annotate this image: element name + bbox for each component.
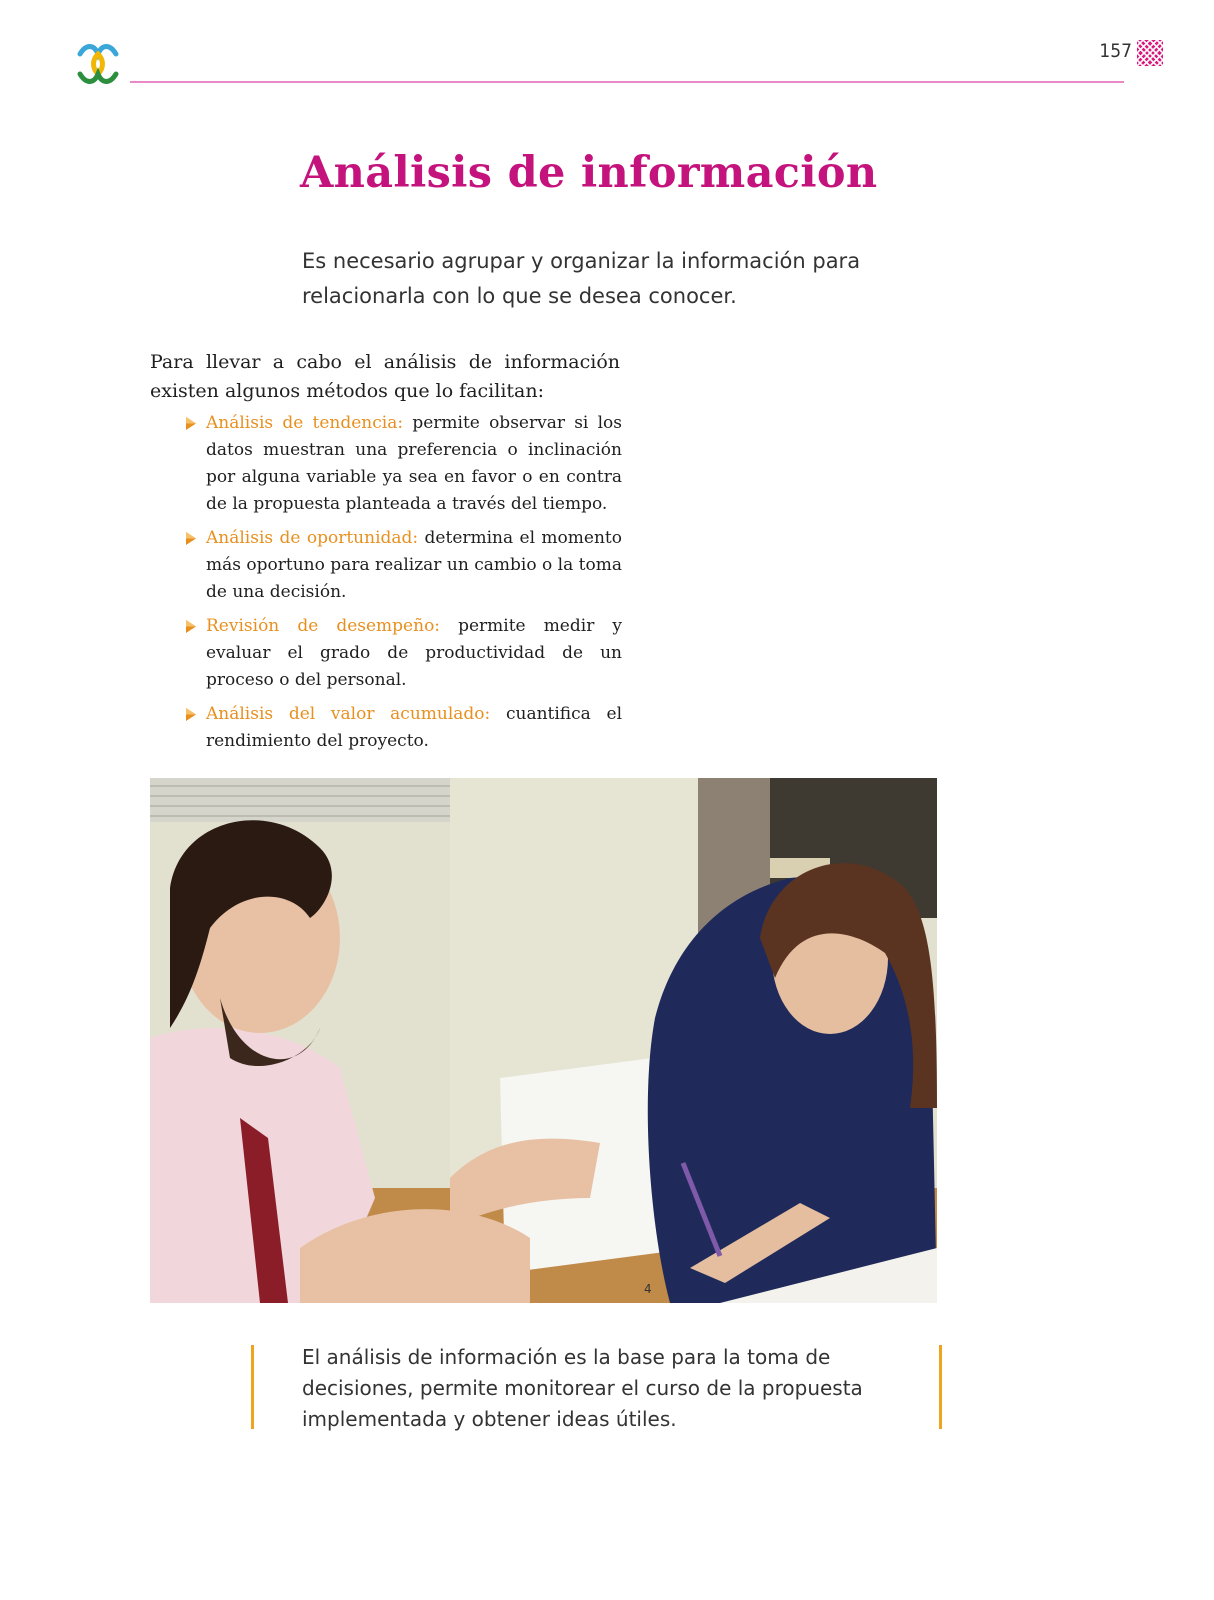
- triangle-bullet-icon: [186, 620, 196, 633]
- method-term: Análisis de oportunidad:: [206, 528, 419, 548]
- list-item: [186, 701, 622, 755]
- triangle-bullet-icon: [186, 532, 196, 545]
- method-term: Análisis de tendencia:: [206, 413, 404, 433]
- lead-paragraph: Para llevar a cabo el análisis de información existen algunos métodos que lo facilitan:: [150, 351, 620, 402]
- header-rule: [130, 81, 1124, 83]
- method-description: permite medir y evaluar el grado de productividad de un proceso o del personal.: [206, 616, 622, 690]
- methods-list: [186, 410, 622, 762]
- method-description: permite observar si los datos muestran una preferencia o inclinación por alguna variable ya sea en favor o en contra de la propuesta planteada a través del tiempo.: [206, 413, 622, 514]
- quote-bar-left: [251, 1345, 254, 1429]
- method-term: Revisión de desempeño:: [206, 616, 441, 636]
- triangle-bullet-icon: [186, 417, 196, 430]
- closing-paragraph: El análisis de información es la base para la toma de decisiones, permite monitorear el curso de la propuesta implementada y obtener ideas útiles.: [302, 1345, 863, 1431]
- triangle-bullet-icon: [186, 708, 196, 721]
- page-title: Análisis de información: [300, 148, 878, 198]
- method-description: determina el momento más oportuno para realizar un cambio o la toma de una decisión.: [206, 528, 622, 602]
- intro-paragraph: Es necesario agrupar y organizar la información para relacionarla con lo que se desea conocer.: [302, 249, 861, 308]
- method-term: Análisis del valor acumulado:: [206, 704, 491, 724]
- book-logo-icon: [76, 42, 120, 86]
- list-item: [186, 410, 622, 518]
- photo-meeting: [150, 778, 937, 1303]
- quote-bar-right: [939, 1345, 942, 1429]
- list-item: [186, 613, 622, 694]
- method-description: cuantifica el rendimiento del proyecto.: [206, 704, 623, 751]
- page-number: 157: [1099, 40, 1132, 62]
- photo-number-label: 4: [644, 1282, 652, 1296]
- corner-ornament-icon: [1137, 40, 1163, 66]
- list-item: [186, 525, 622, 606]
